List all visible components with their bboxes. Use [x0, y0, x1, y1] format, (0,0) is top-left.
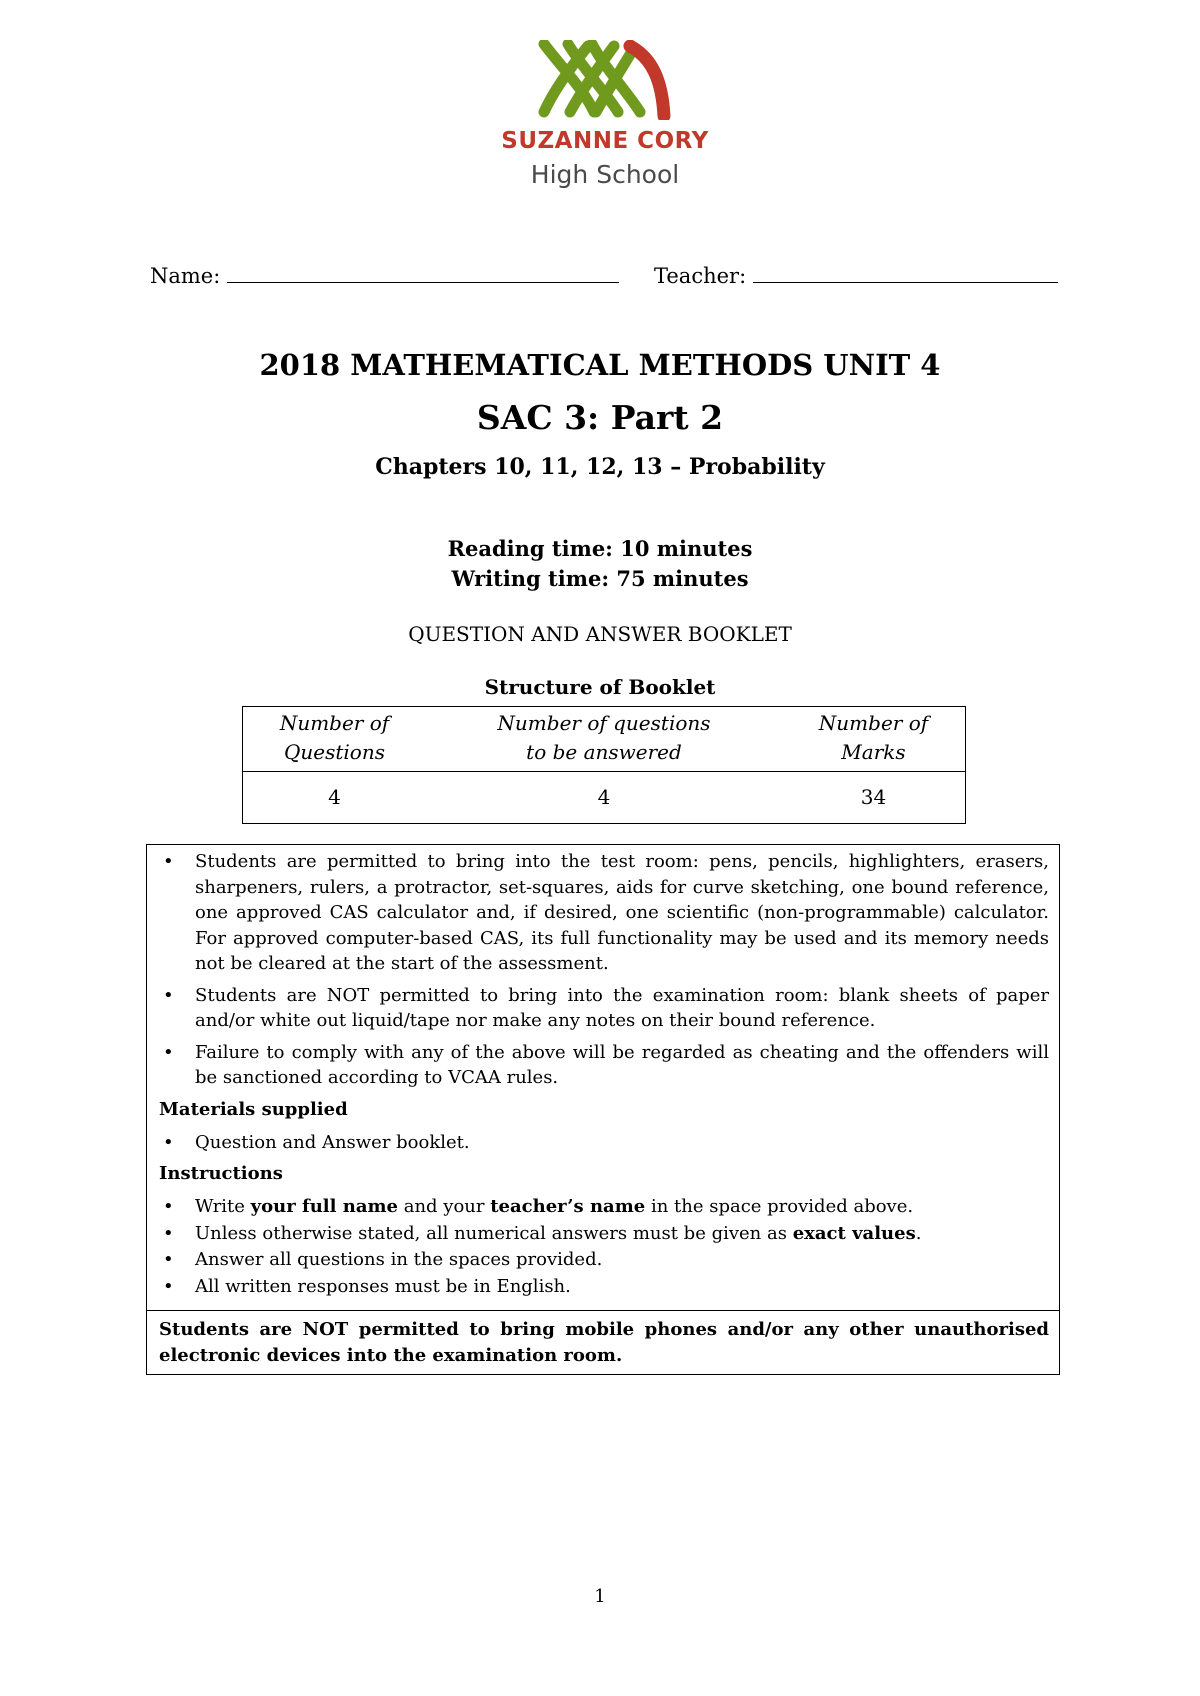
name-field[interactable] [150, 264, 619, 288]
exam-title: 2018 MATHEMATICAL METHODS UNIT 4 [259, 348, 941, 382]
rules-box [146, 844, 1060, 1375]
materials-heading: Materials supplied [159, 1098, 348, 1120]
list-item: • Write your full name and your teacher’s name in the space provided above. [159, 1194, 1049, 1220]
school-crest-icon [534, 40, 676, 120]
structure-heading: Structure of Booklet [484, 675, 716, 699]
header-questions-to-answer: Number of questions to be answered [426, 707, 782, 772]
cell-number-of-questions: 4 [328, 785, 341, 809]
teacher-label: Teacher: [654, 264, 747, 288]
cell-number-of-marks: 34 [860, 785, 887, 809]
writing-time: Writing time: 75 minutes [451, 566, 749, 591]
name-blank[interactable] [227, 264, 619, 283]
list-item: • Students are NOT permitted to bring into the examination room: blank sheets of paper and/or white out liquid/tape nor make any notes on their bound reference. [159, 983, 1049, 1034]
instructions-heading: Instructions [159, 1163, 283, 1184]
structure-table [242, 706, 966, 824]
header-number-of-questions: Number of Questions [243, 707, 427, 772]
instructions-list [159, 1194, 1049, 1299]
list-item: • Answer all questions in the spaces provided. [159, 1247, 1049, 1273]
name-label: Name: [150, 264, 221, 288]
list-item: • All written responses must be in English. [159, 1274, 1049, 1300]
reading-time: Reading time: 10 minutes [447, 536, 753, 561]
mobile-phone-warning: Students are NOT permitted to bring mobile phones and/or any other unauthorised electronic devices into the examination room. [147, 1310, 1059, 1374]
cell-questions-to-answer: 4 [597, 785, 611, 809]
school-name: SUZANNE CORY [501, 128, 709, 154]
list-item: • Question and Answer booklet. [159, 1130, 1049, 1156]
header-number-of-marks: Number of Marks [782, 707, 966, 772]
list-item: • Failure to comply with any of the above will be regarded as cheating and the offenders will be sanctioned according to VCAA rules. [159, 1040, 1049, 1091]
list-item: • Unless otherwise stated, all numerical answers must be given as exact values. [159, 1221, 1049, 1247]
booklet-type: QUESTION AND ANSWER BOOKLET [408, 622, 792, 646]
teacher-blank[interactable] [753, 264, 1058, 283]
teacher-field[interactable] [654, 264, 1058, 288]
exam-subtitle: SAC 3: Part 2 [476, 398, 724, 437]
permitted-items-list [159, 849, 1049, 1091]
exam-chapters: Chapters 10, 11, 12, 13 – Probability [375, 454, 825, 480]
structure-header-row [243, 707, 966, 772]
list-item: • Students are permitted to bring into the test room: pens, pencils, highlighters, erasers, sharpeners, rulers, a protractor, set-squares, aids for curve sketching, one bound reference, one approved CAS calculator and, if desired, one scientific (non-programmable) calculator. For approved computer-based CAS, its full functionality may be used and its memory needs not be cleared at the start of the assessment. [159, 849, 1049, 977]
page-number: 1 [594, 1586, 606, 1607]
school-subtitle: High School [530, 160, 680, 189]
school-logo [490, 40, 720, 200]
materials-list [159, 1130, 1049, 1156]
table-row [243, 772, 966, 824]
